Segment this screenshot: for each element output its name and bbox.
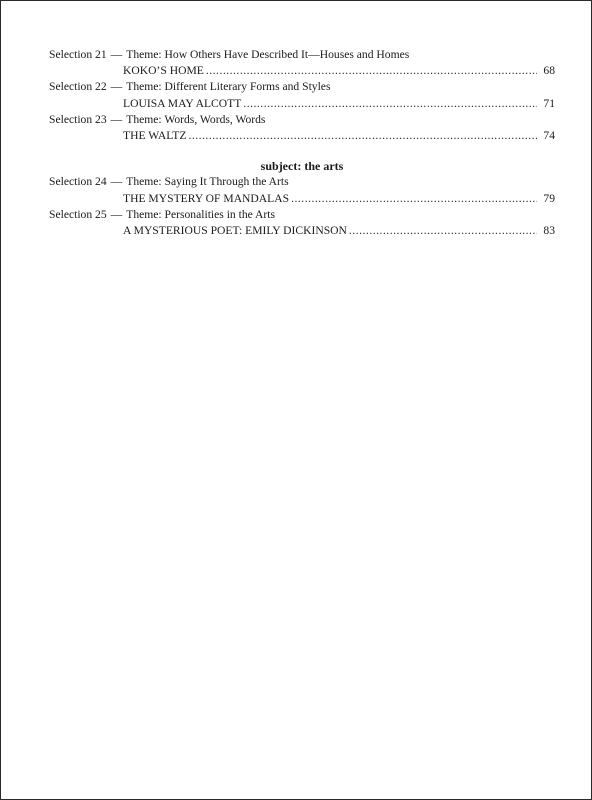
- title-line: [49, 63, 555, 79]
- selection-number: Selection 23: [49, 112, 107, 126]
- title-line: [49, 128, 555, 144]
- table-of-contents: [49, 47, 555, 239]
- toc-entry-selection-25: [49, 207, 555, 239]
- selection-title: KOKO’S HOME: [123, 64, 204, 78]
- selection-number: Selection 22: [49, 80, 107, 94]
- em-dash: —: [110, 112, 123, 126]
- dot-leader: [291, 191, 537, 207]
- em-dash: —: [110, 207, 123, 221]
- selection-number: Selection 21: [49, 48, 107, 61]
- selection-title: THE MYSTERY OF MANDALAS: [123, 191, 290, 205]
- title-line: [49, 96, 555, 112]
- selection-title: THE WALTZ: [123, 129, 187, 143]
- selection-theme: Theme: How Others Have Described It—Houses and Homes: [126, 48, 410, 61]
- toc-entry-selection-21: [49, 47, 555, 79]
- em-dash: —: [110, 175, 123, 189]
- selection-theme: Theme: Different Literary Forms and Styles: [126, 80, 331, 94]
- selection-number: Selection 25: [49, 207, 107, 221]
- toc-entry-selection-23: [49, 112, 555, 144]
- selection-line: [49, 47, 555, 63]
- selection-title: A MYSTERIOUS POET: EMILY DICKINSON: [123, 224, 347, 238]
- dot-leader: [188, 128, 537, 144]
- selection-line: [49, 112, 555, 128]
- selection-theme: Theme: Personalities in the Arts: [126, 207, 275, 221]
- page-number: 71: [543, 96, 555, 110]
- page-number: 83: [543, 224, 555, 238]
- selection-title: LOUISA MAY ALCOTT: [123, 96, 242, 110]
- toc-entry-selection-22: [49, 79, 555, 111]
- selection-line: [49, 79, 555, 95]
- page-number: 68: [543, 64, 555, 78]
- toc-entry-selection-24: [49, 174, 555, 206]
- selection-theme: Theme: Saying It Through the Arts: [126, 175, 289, 189]
- section-heading: subject: the arts: [260, 159, 344, 174]
- selection-theme: Theme: Words, Words, Words: [126, 112, 266, 126]
- em-dash: —: [110, 80, 123, 94]
- title-line: [49, 191, 555, 207]
- page-number: 79: [543, 191, 555, 205]
- dot-leader: [206, 63, 537, 79]
- title-line: [49, 223, 555, 239]
- selection-number: Selection 24: [49, 175, 107, 189]
- em-dash: —: [110, 48, 123, 61]
- dot-leader: [349, 223, 537, 239]
- dot-leader: [243, 96, 537, 112]
- page-number: 74: [543, 129, 555, 143]
- selection-line: [49, 207, 555, 223]
- selection-line: [49, 174, 555, 190]
